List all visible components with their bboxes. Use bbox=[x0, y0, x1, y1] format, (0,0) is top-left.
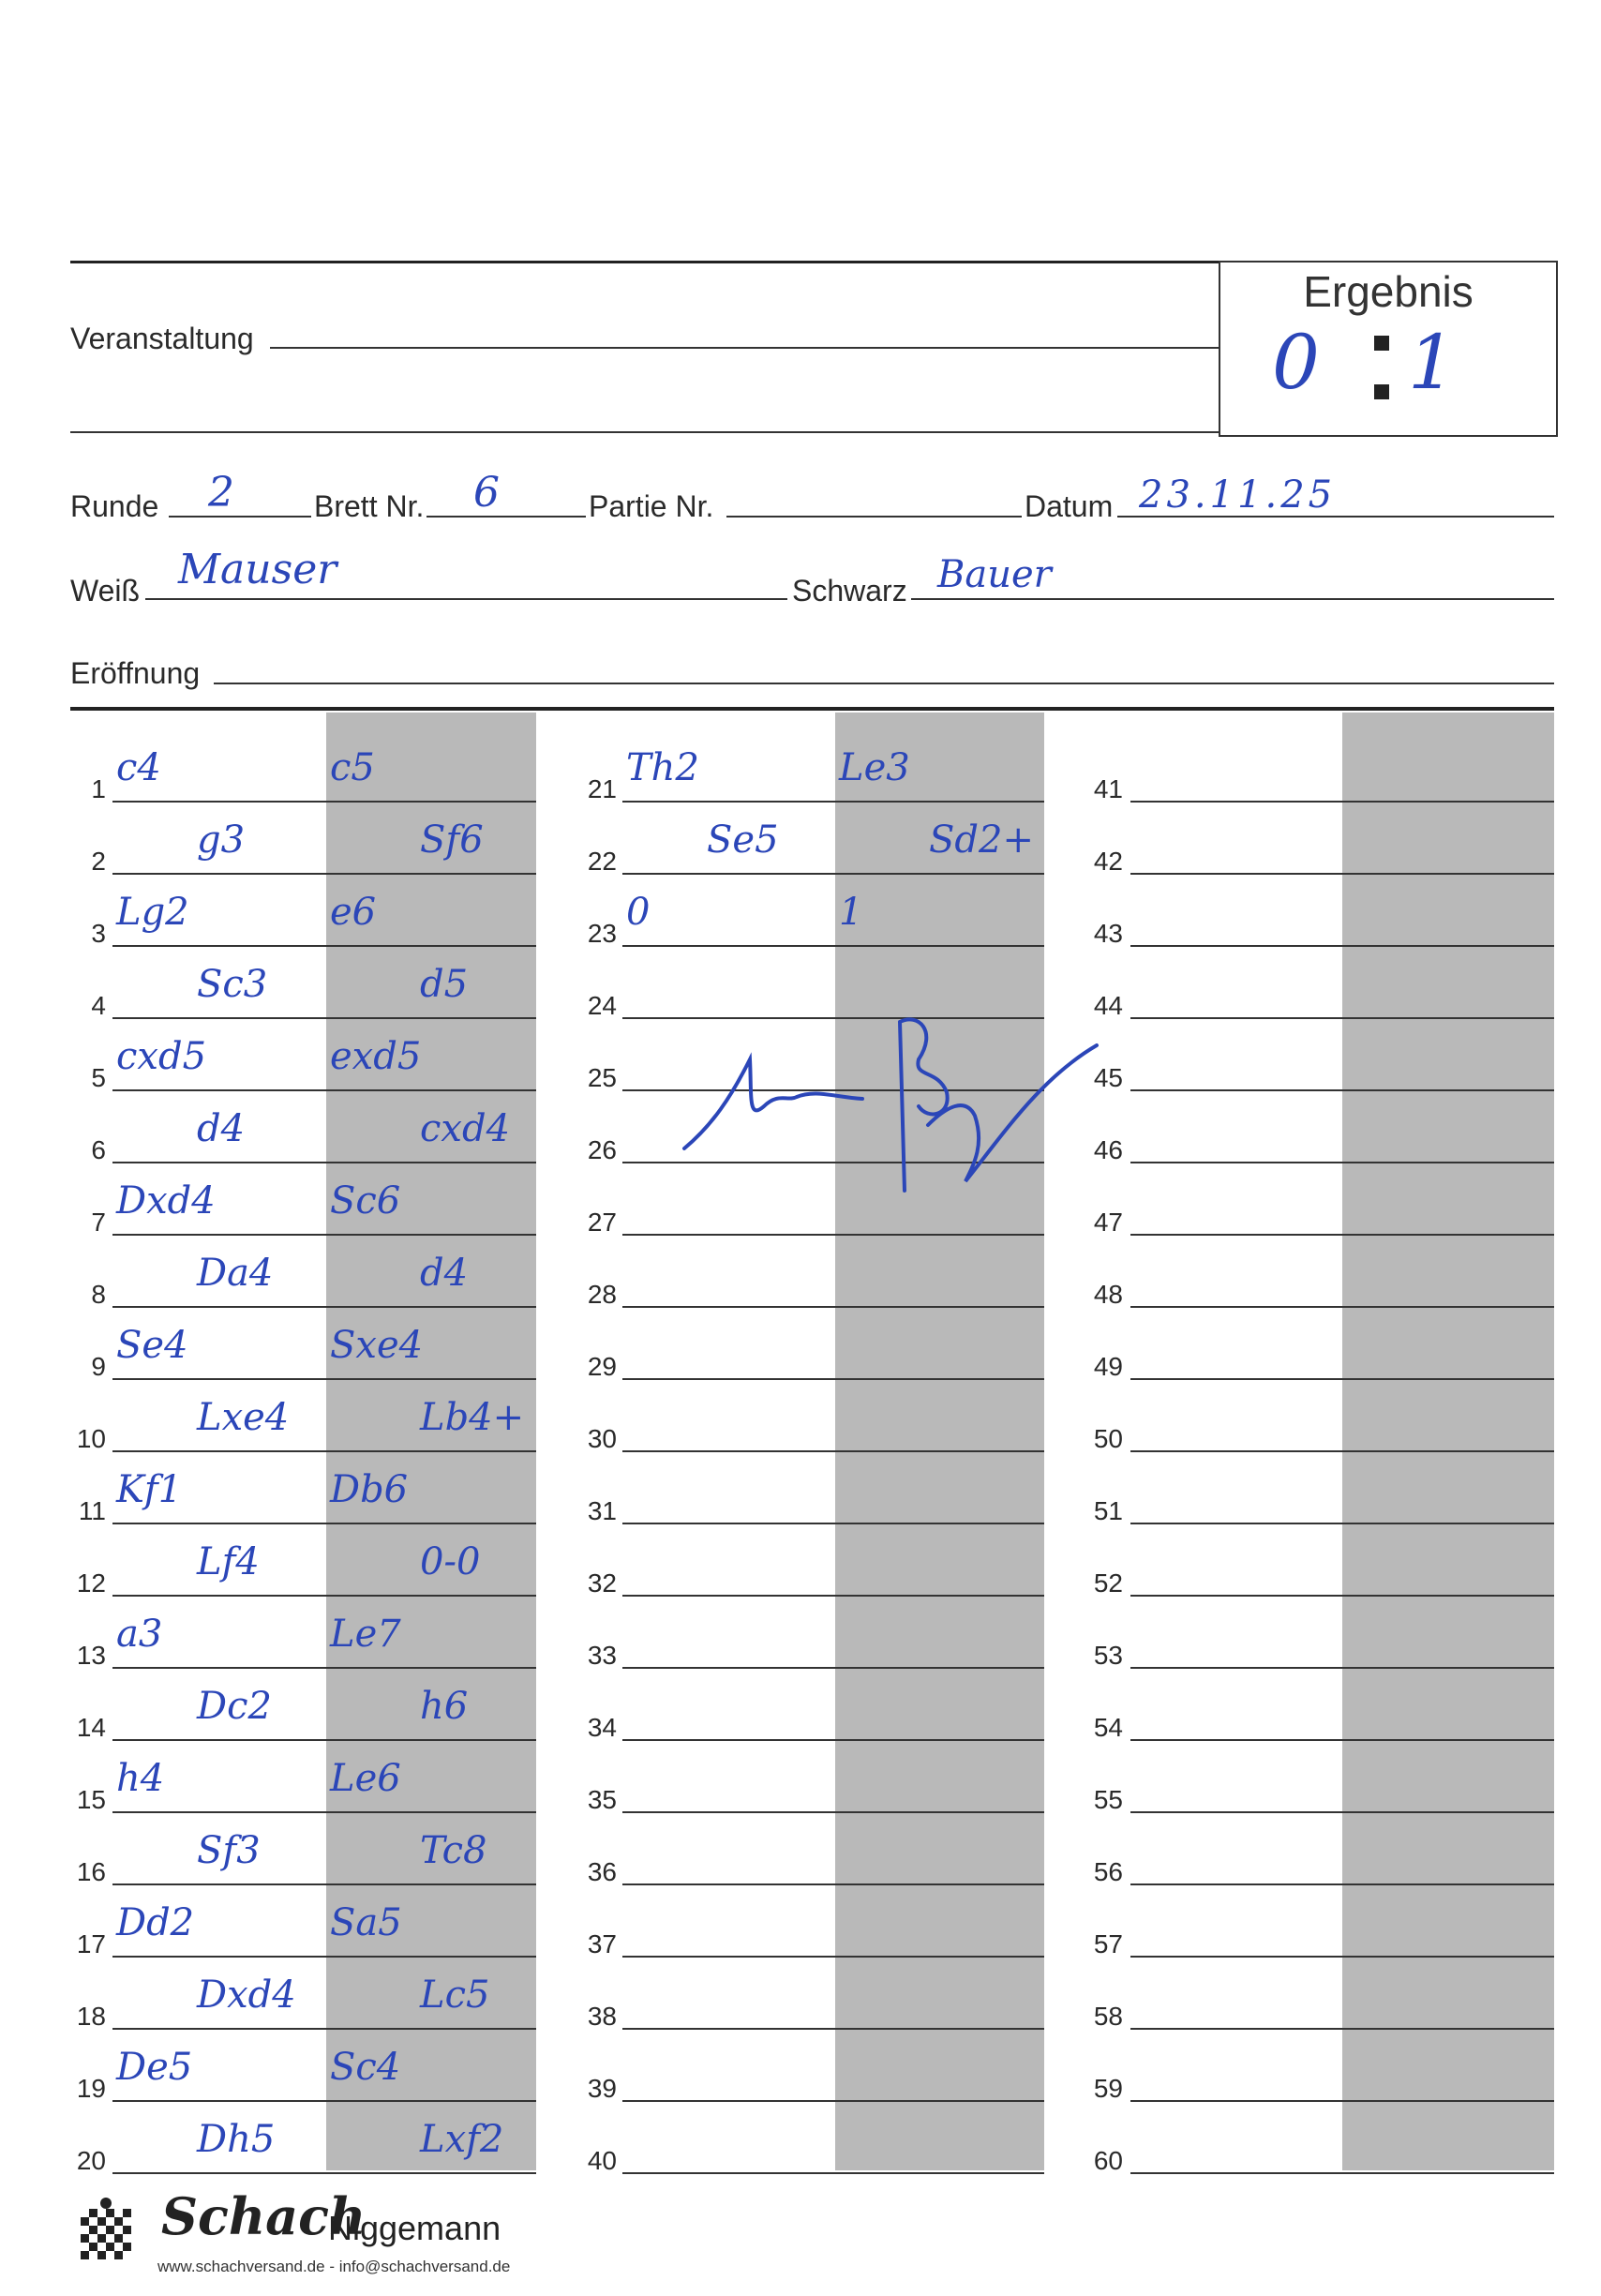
move-number: 19 bbox=[76, 2074, 106, 2103]
result-box bbox=[1219, 261, 1558, 437]
move-row-line bbox=[112, 873, 536, 875]
move-number: 5 bbox=[91, 1063, 106, 1092]
move-row-line bbox=[622, 2172, 1044, 2174]
move-row-line bbox=[1130, 1811, 1554, 1813]
black-move: Le6 bbox=[330, 1757, 401, 1800]
white-move: Sf3 bbox=[197, 1829, 261, 1872]
signature-white bbox=[675, 1041, 890, 1163]
move-row-line bbox=[622, 1883, 1044, 1885]
move-row-line bbox=[112, 2028, 536, 2030]
white-move: Da4 bbox=[197, 1252, 274, 1295]
move-number: 7 bbox=[91, 1208, 106, 1237]
event-label: Veranstaltung bbox=[70, 322, 254, 355]
move-number: 13 bbox=[76, 1641, 106, 1670]
move-number: 12 bbox=[76, 1568, 106, 1598]
move-row-line bbox=[1130, 1234, 1554, 1236]
move-row-line bbox=[622, 1234, 1044, 1236]
round-label: Runde bbox=[70, 489, 159, 523]
move-number: 53 bbox=[1093, 1641, 1123, 1670]
move-row-line bbox=[622, 1378, 1044, 1380]
move-row-line bbox=[112, 2100, 536, 2102]
move-row-line bbox=[1130, 1883, 1554, 1885]
move-row-line bbox=[112, 1378, 536, 1380]
date-label: Datum bbox=[1025, 489, 1114, 523]
move-number: 36 bbox=[587, 1857, 617, 1886]
move-number: 2 bbox=[91, 847, 106, 876]
black-move: 0-0 bbox=[420, 1540, 481, 1583]
white-label: Weiß bbox=[70, 574, 141, 608]
move-number: 6 bbox=[91, 1135, 106, 1164]
move-row-line bbox=[622, 1739, 1044, 1741]
move-row-line bbox=[1130, 1739, 1554, 1741]
move-row-line bbox=[622, 1956, 1044, 1958]
black-move: Lc5 bbox=[420, 1973, 490, 2017]
opening-label: Eröffnung bbox=[70, 656, 201, 690]
move-number: 46 bbox=[1093, 1135, 1123, 1164]
move-number: 11 bbox=[78, 1496, 106, 1525]
white-line bbox=[145, 598, 787, 600]
move-row-line bbox=[1130, 2028, 1554, 2030]
move-number: 1 bbox=[91, 774, 106, 803]
white-move: c4 bbox=[116, 746, 161, 789]
move-number: 17 bbox=[76, 1929, 106, 1958]
black-move: Sc6 bbox=[330, 1179, 401, 1223]
white-move: Kf1 bbox=[116, 1468, 183, 1511]
white-move: cxd5 bbox=[116, 1035, 207, 1078]
move-row-line bbox=[1130, 1956, 1554, 1958]
move-row-line bbox=[1130, 1017, 1554, 1019]
move-row-line bbox=[622, 1306, 1044, 1308]
black-line bbox=[911, 598, 1554, 600]
move-number: 37 bbox=[587, 1929, 617, 1958]
move-number: 16 bbox=[76, 1857, 106, 1886]
black-move: Lxf2 bbox=[420, 2118, 504, 2161]
black-move: Sc4 bbox=[330, 2046, 401, 2089]
black-move: Db6 bbox=[330, 1468, 409, 1511]
move-number: 31 bbox=[587, 1496, 617, 1525]
move-row-line bbox=[1130, 1162, 1554, 1163]
move-number: 15 bbox=[76, 1785, 106, 1814]
result-label: Ergebnis bbox=[1303, 267, 1474, 316]
white-move: Dh5 bbox=[197, 2118, 276, 2161]
move-number: 55 bbox=[1093, 1785, 1123, 1814]
result-colon-2 bbox=[1374, 384, 1389, 399]
move-row-line bbox=[1130, 1378, 1554, 1380]
result-colon bbox=[1374, 336, 1389, 351]
white-move: h4 bbox=[116, 1757, 165, 1800]
move-number: 50 bbox=[1093, 1424, 1123, 1453]
move-row-line bbox=[1130, 1523, 1554, 1524]
black-move: Le7 bbox=[330, 1613, 401, 1656]
move-number: 30 bbox=[587, 1424, 617, 1453]
move-row-line bbox=[1130, 945, 1554, 947]
move-number: 48 bbox=[1093, 1280, 1123, 1309]
white-move: Dd2 bbox=[116, 1901, 195, 1944]
shade-col-2 bbox=[835, 713, 1044, 2170]
move-row-line bbox=[112, 801, 536, 803]
game-label: Partie Nr. bbox=[589, 489, 714, 523]
black-move: d5 bbox=[420, 963, 469, 1006]
white-move: Sc3 bbox=[197, 963, 268, 1006]
move-row-line bbox=[622, 2028, 1044, 2030]
board-value: 6 bbox=[473, 469, 500, 517]
move-number: 9 bbox=[91, 1352, 106, 1381]
black-move: e6 bbox=[330, 891, 377, 934]
move-row-line bbox=[1130, 873, 1554, 875]
round-line bbox=[169, 516, 311, 518]
move-number: 58 bbox=[1093, 2002, 1123, 2031]
move-row-line bbox=[112, 1739, 536, 1741]
move-row-line bbox=[622, 2100, 1044, 2102]
round-value: 2 bbox=[208, 469, 234, 517]
move-row-line bbox=[112, 1450, 536, 1452]
black-move: Lb4+ bbox=[420, 1396, 525, 1439]
black-move: Le3 bbox=[839, 746, 910, 789]
move-number: 3 bbox=[91, 919, 106, 948]
move-row-line bbox=[112, 2172, 536, 2174]
black-move: d4 bbox=[420, 1252, 469, 1295]
move-number: 27 bbox=[587, 1208, 617, 1237]
move-row-line bbox=[112, 1234, 536, 1236]
move-row-line bbox=[112, 1595, 536, 1597]
white-move: Dc2 bbox=[197, 1685, 272, 1728]
move-row-line bbox=[622, 801, 1044, 803]
white-value: Mauser bbox=[178, 546, 337, 593]
move-number: 26 bbox=[587, 1135, 617, 1164]
move-number: 8 bbox=[91, 1280, 106, 1309]
move-row-line bbox=[1130, 1667, 1554, 1669]
opening-line bbox=[214, 683, 1554, 684]
black-value: Bauer bbox=[937, 553, 1052, 596]
move-number: 43 bbox=[1093, 919, 1123, 948]
move-number: 41 bbox=[1093, 774, 1123, 803]
move-row-line bbox=[112, 1162, 536, 1163]
move-row-line bbox=[1130, 1450, 1554, 1452]
move-row-line bbox=[622, 1811, 1044, 1813]
move-row-line bbox=[112, 945, 536, 947]
move-number: 20 bbox=[76, 2146, 106, 2175]
move-row-line bbox=[1130, 801, 1554, 803]
move-row-line bbox=[112, 1523, 536, 1524]
move-number: 44 bbox=[1093, 991, 1123, 1020]
move-number: 42 bbox=[1093, 847, 1123, 876]
move-number: 56 bbox=[1093, 1857, 1123, 1886]
white-move: De5 bbox=[116, 2046, 193, 2089]
white-move: Dxd4 bbox=[197, 1973, 296, 2017]
move-number: 35 bbox=[587, 1785, 617, 1814]
move-number: 22 bbox=[587, 847, 617, 876]
move-row-line bbox=[112, 1306, 536, 1308]
move-number: 34 bbox=[587, 1713, 617, 1742]
black-label: Schwarz bbox=[792, 574, 907, 608]
black-move: c5 bbox=[330, 746, 375, 789]
shade-col-3 bbox=[1342, 713, 1554, 2170]
black-move: Sd2+ bbox=[929, 818, 1034, 862]
move-number: 49 bbox=[1093, 1352, 1123, 1381]
move-number: 47 bbox=[1093, 1208, 1123, 1237]
move-row-line bbox=[1130, 1089, 1554, 1091]
move-row-line bbox=[1130, 1595, 1554, 1597]
move-row-line bbox=[112, 1017, 536, 1019]
move-number: 14 bbox=[76, 1713, 106, 1742]
white-move: a3 bbox=[116, 1613, 163, 1656]
move-row-line bbox=[112, 1811, 536, 1813]
move-row-line bbox=[1130, 1306, 1554, 1308]
move-number: 60 bbox=[1093, 2146, 1123, 2175]
header-mid-rule bbox=[70, 431, 1219, 433]
move-row-line bbox=[622, 873, 1044, 875]
move-number: 57 bbox=[1093, 1929, 1123, 1958]
black-move: Sf6 bbox=[420, 818, 484, 862]
move-number: 40 bbox=[587, 2146, 617, 2175]
move-number: 18 bbox=[76, 2002, 106, 2031]
logo-icon bbox=[75, 2196, 137, 2261]
move-row-line bbox=[622, 1595, 1044, 1597]
move-number: 51 bbox=[1093, 1496, 1123, 1525]
move-number: 24 bbox=[587, 991, 617, 1020]
move-row-line bbox=[1130, 2100, 1554, 2102]
white-move: g3 bbox=[197, 818, 246, 862]
table-top-rule bbox=[70, 707, 1554, 711]
move-row-line bbox=[622, 1523, 1044, 1524]
white-move: d4 bbox=[197, 1107, 246, 1150]
move-row-line bbox=[1130, 2172, 1554, 2174]
black-move: Sa5 bbox=[330, 1901, 402, 1944]
logo-script: Schach bbox=[161, 2186, 367, 2246]
move-number: 54 bbox=[1093, 1713, 1123, 1742]
game-line bbox=[726, 516, 1022, 518]
move-number: 39 bbox=[587, 2074, 617, 2103]
event-line bbox=[270, 347, 1219, 349]
white-move: Lf4 bbox=[197, 1540, 260, 1583]
black-move: cxd4 bbox=[420, 1107, 511, 1150]
black-move: 1 bbox=[839, 891, 863, 934]
move-row-line bbox=[112, 1667, 536, 1669]
move-number: 10 bbox=[76, 1424, 106, 1453]
move-number: 38 bbox=[587, 2002, 617, 2031]
move-number: 33 bbox=[587, 1641, 617, 1670]
date-value: 23.11.25 bbox=[1139, 473, 1337, 517]
move-number: 25 bbox=[587, 1063, 617, 1092]
move-row-line bbox=[112, 1089, 536, 1091]
result-white: 0 bbox=[1272, 319, 1320, 406]
black-move: Sxe4 bbox=[330, 1324, 424, 1367]
move-row-line bbox=[112, 1883, 536, 1885]
white-move: Se5 bbox=[707, 818, 779, 862]
move-number: 29 bbox=[587, 1352, 617, 1381]
black-move: Tc8 bbox=[420, 1829, 487, 1872]
logo-name: Niggemann bbox=[328, 2209, 501, 2247]
move-number: 52 bbox=[1093, 1568, 1123, 1598]
white-move: Dxd4 bbox=[116, 1179, 216, 1223]
move-number: 32 bbox=[587, 1568, 617, 1598]
move-number: 23 bbox=[587, 919, 617, 948]
signature-black bbox=[862, 1003, 1106, 1200]
move-row-line bbox=[622, 1667, 1044, 1669]
white-move: 0 bbox=[626, 891, 651, 934]
move-number: 59 bbox=[1093, 2074, 1123, 2103]
footer-contact: www.schachversand.de - info@schachversand.de bbox=[157, 2258, 511, 2275]
move-number: 4 bbox=[91, 991, 106, 1020]
white-move: Lxe4 bbox=[197, 1396, 290, 1439]
white-move: Th2 bbox=[626, 746, 699, 789]
black-move: exd5 bbox=[330, 1035, 422, 1078]
move-number: 28 bbox=[587, 1280, 617, 1309]
move-number: 21 bbox=[587, 774, 617, 803]
board-label: Brett Nr. bbox=[314, 489, 425, 523]
white-move: Se4 bbox=[116, 1324, 188, 1367]
move-row-line bbox=[622, 945, 1044, 947]
white-move: Lg2 bbox=[116, 891, 189, 934]
result-black: 1 bbox=[1408, 319, 1456, 406]
move-row-line bbox=[112, 1956, 536, 1958]
black-move: h6 bbox=[420, 1685, 469, 1728]
move-number: 45 bbox=[1093, 1063, 1123, 1092]
board-line bbox=[426, 516, 586, 518]
move-row-line bbox=[622, 1450, 1044, 1452]
